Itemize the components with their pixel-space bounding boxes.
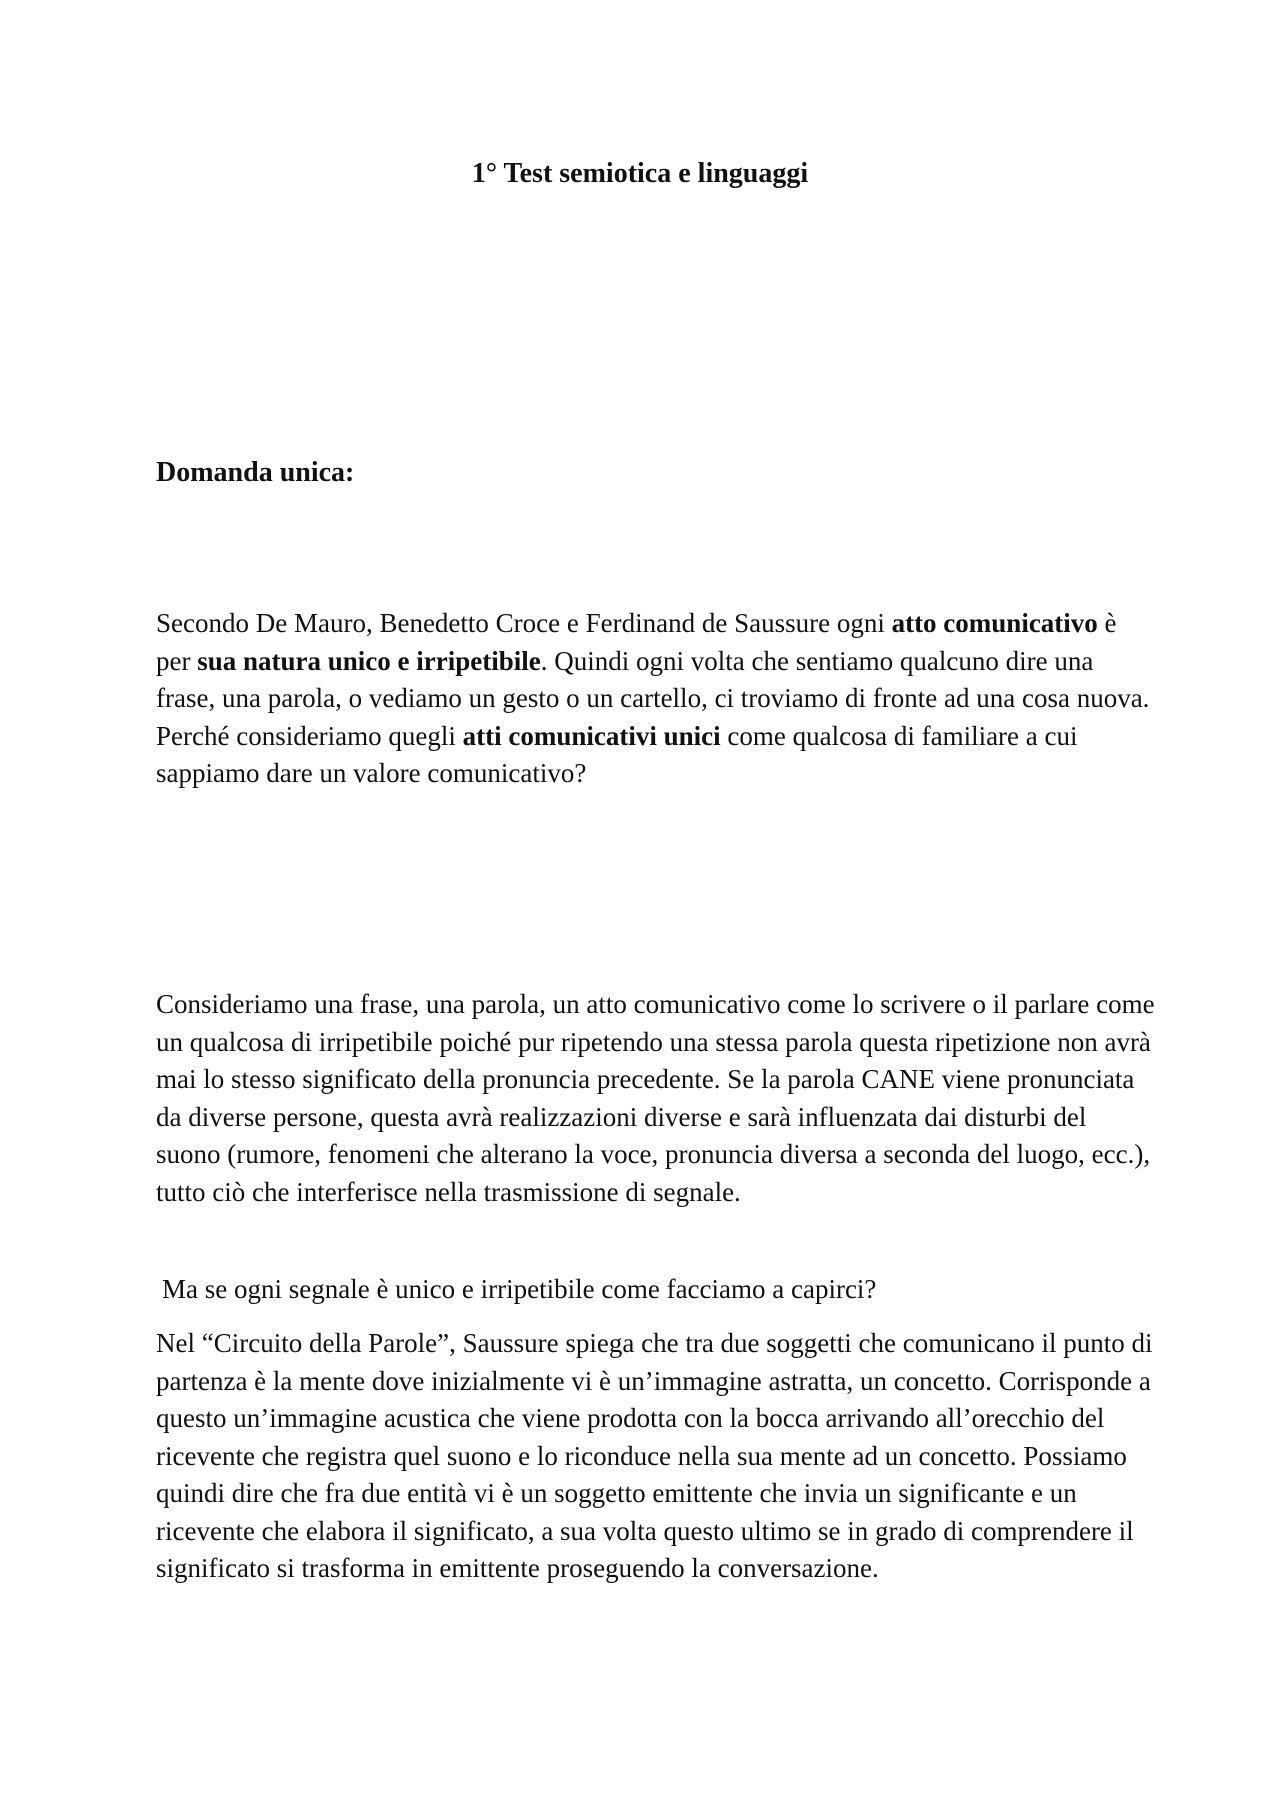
question-text-4: come qualcosa di familiare a cui sappiamo dare un valore comunicativo?: [156, 720, 1078, 788]
question-text-1: Secondo De Mauro, Benedetto Croce e Ferdinand de Saussure ogni: [156, 608, 892, 638]
question-text-2: è per: [156, 608, 1117, 676]
answer-paragraph-3: Nel “Circuito della Parole”, Saussure spiega che tra due soggetti che comunicano il punto di partenza è la mente dove inizialmente vi è un’immagine astratta, un concetto. Corrisponde a questo un’immagine acustica che viene prodotta con la bocca arrivando all’orecchio del ricevente che registra quel suono e lo riconduce nella sua mente ad un concetto. Possiamo quindi dire che fra due entità vi è un soggetto emittente che invia un significante e un ricevente che elabora il significato, a sua volta questo ultimo se in grado di comprendere il significato si trasforma in emittente proseguendo la conversazione.: [156, 1328, 1153, 1583]
question-bold-2: sua natura unico e irripetibile: [197, 645, 541, 676]
question-paragraph: [156, 605, 1156, 793]
section-heading: Domanda unica:: [156, 457, 355, 488]
answer-paragraph-1: Consideriamo una frase, una parola, un atto comunicativo come lo scrivere o il parlare come un qualcosa di irripetibile poiché pur ripetendo una stessa parola questa ripetizione non avrà mai lo stesso significato della pronuncia precedente. Se la parola CANE viene pronunciata da diverse persone, questa avrà realizzazioni diverse e sarà influenzata dai disturbi del suono (rumore, fenomeni che alterano la voce, pronuncia diversa a seconda del luogo, ecc.), tutto ciò che interferisce nella trasmissione di segnale.: [156, 989, 1155, 1207]
question-bold-1: atto comunicativo: [891, 608, 1098, 638]
question-text-3: . Quindi ogni volta che sentiamo qualcuno dire una frase, una parola, o vediamo un gesto o un cartello, ci troviamo di fronte ad una cosa nuova. Perché consideriamo quegli: [156, 645, 1150, 751]
page-title: 1° Test semiotica e linguaggi: [471, 158, 809, 189]
answer-paragraph-2: Ma se ogni segnale è unico e irripetibile come facciamo a capirci?: [162, 1274, 877, 1304]
question-bold-3: atti comunicativi unici: [462, 720, 721, 751]
